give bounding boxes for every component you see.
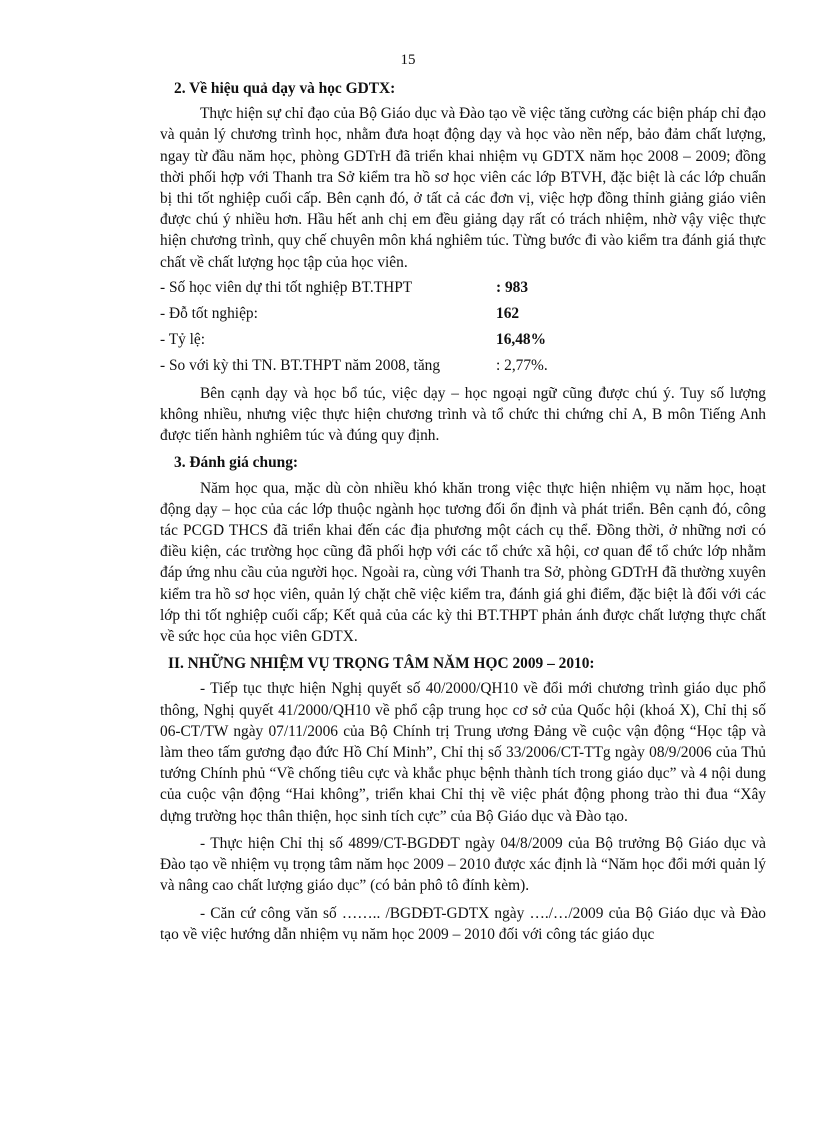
stat-row-passed [160, 301, 766, 327]
task-item-2: - Thực hiện Chỉ thị số 4899/CT-BGDĐT ngày 04/8/2009 của Bộ trưởng Bộ Giáo dục và Đào tạo về nhiệm vụ trọng tâm năm học 2009 – 2010 được xác định là “Năm học đổi mới quản lý và nâng cao chất lượng giáo dục” (có bản phô tô đính kèm). [160, 834, 766, 895]
document-body [160, 78, 766, 945]
stat-row-increase [160, 353, 766, 379]
exam-stats-list [160, 275, 766, 379]
page-number: 15 [400, 52, 416, 68]
section-3-heading: 3. Đánh giá chung: [174, 454, 299, 472]
section-II-heading: II. NHỮNG NHIỆM VỤ TRỌNG TÂM NĂM HỌC 2009 – 2010: [168, 655, 595, 673]
stat-row-candidates [160, 275, 766, 301]
task-item-3: - Căn cứ công văn số …….. /BGDĐT-GDTX ngày …./…/2009 của Bộ Giáo dục và Đào tạo về việc hướng dẫn nhiệm vụ năm học 2009 – 2010 đối với công tác giáo dục [160, 904, 766, 943]
section-2-heading: 2. Về hiệu quả dạy và học GDTX: [174, 80, 396, 97]
stat-value: : 2,77%. [496, 356, 548, 374]
stat-value: 162 [496, 304, 520, 322]
stat-value: 16,48% [496, 330, 547, 348]
section-2-paragraph-2: Bên cạnh dạy và học bổ túc, việc dạy – học ngoại ngữ cũng được chú ý. Tuy số lượng không nhiều, nhưng việc thực hiện chương trình và tổ chức thi chứng chỉ A, B môn Tiếng Anh được tiến hành nghiêm túc và đúng quy định. [160, 384, 766, 445]
stat-row-rate [160, 327, 766, 353]
task-item-1: - Tiếp tục thực hiện Nghị quyết số 40/2000/QH10 về đổi mới chương trình giáo dục phổ thông, Nghị quyết 41/2000/QH10 về phổ cập trung học cơ sở của Quốc hội (khoá X), Chỉ thị số 06-CT/TW ngày 07/11/2006 của Bộ Chính trị Trung ương Đảng về cuộc vận động “Học tập và làm theo tấm gương đạo đức Hồ Chí Minh”, Chỉ thị số 33/2006/CT-TTg ngày 08/9/2006 của Thủ tướng Chính phủ “Về chống tiêu cực và khắc phục bệnh thành tích trong giáo dục” và 4 nội dung của cuộc vận động “Hai không”, triển khai Chỉ thị về việc phát động phong trào thi đua “Xây dựng trường học thân thiện, học sinh tích cực” của Bộ Giáo dục và Đào tạo. [160, 680, 766, 825]
stat-label: - Đỗ tốt nghiệp: [160, 304, 258, 322]
stat-label: - Số học viên dự thi tốt nghiệp BT.THPT [160, 278, 413, 296]
stat-label: - Tỷ lệ: [160, 330, 206, 348]
section-3-paragraph: Năm học qua, mặc dù còn nhiều khó khăn trong việc thực hiện nhiệm vụ năm học, hoạt động dạy – học của các lớp thuộc ngành học tương đối ổn định và phát triển. Bên cạnh đó, công tác PCGD THCS đã triển khai đến các địa phương một cách cụ thể. Đồng thời, ở những nơi có điều kiện, các trường học cũng đã phối hợp với các tổ chức xã hội, cơ quan để tổ chức lớp nhằm đáp ứng nhu cầu của người học. Ngoài ra, cùng với Thanh tra Sở, phòng GDTrH đã thường xuyên kiểm tra hồ sơ học viên, quản lý chặt chẽ việc kiểm tra, đánh giá ghi điểm, đặc biệt là đối với các lớp thi tốt nghiệp cuối cấp; Kết quả của các kỳ thi BT.THPT phản ánh được chất lượng thực chất về sức học của học viên GDTX. [160, 479, 766, 646]
stat-value: : 983 [496, 278, 529, 296]
stat-label: - So với kỳ thi TN. BT.THPT năm 2008, tăng [160, 356, 441, 374]
section-2-paragraph-1: Thực hiện sự chỉ đạo của Bộ Giáo dục và Đào tạo về việc tăng cường các biện pháp chỉ đạo và quản lý chương trình học, nhằm đưa hoạt động dạy và học vào nền nếp, bảo đảm chất lượng, ngay từ đầu năm học, phòng GDTrH đã triển khai nhiệm vụ GDTX năm học 2008 – 2009; đồng thời phối hợp với Thanh tra Sở kiểm tra hồ sơ học viên các lớp BTVH, đặc biệt là các lớp chuẩn bị thi tốt nghiệp cuối cấp. Bên cạnh đó, ở tất cả các đơn vị, việc hợp đồng thỉnh giảng giáo viên được chú ý nhiều hơn. Hầu hết anh chị em đều giảng dạy rất có trách nhiệm, nhờ vậy việc thực hiện chương trình, quy chế chuyên môn khá nghiêm túc. Từng bước đi vào kiểm tra đánh giá thực chất về chất lượng học tập của học viên. [160, 105, 766, 271]
